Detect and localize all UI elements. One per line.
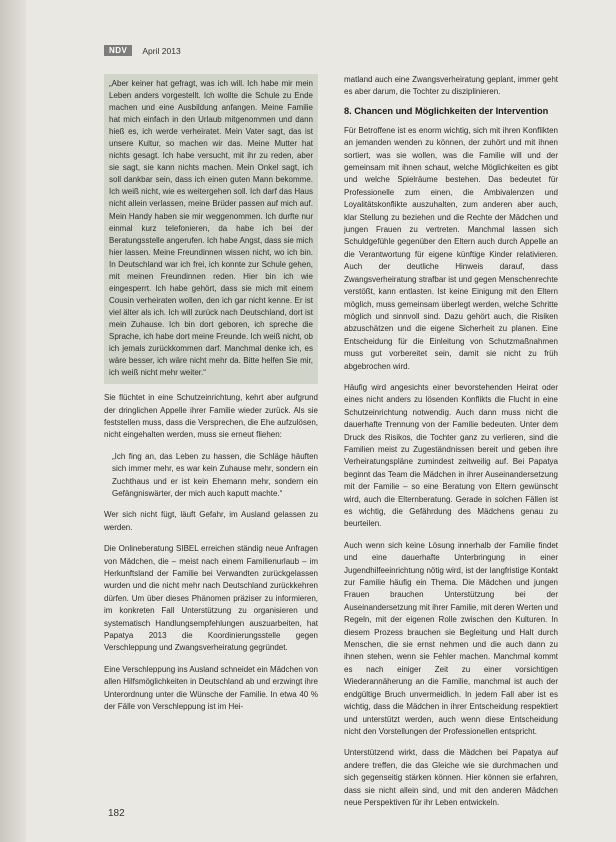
paragraph: Sie flüchtet in eine Schutzeinrichtung, kehrt aber aufgrund der dringlichen Appelle ihrer Familie wieder zurück. Als sie feststellen muss, dass die Versprechen, die Ehe aufzulösen, nicht eingehalten werden, muss sie erneut fliehen: [104,393,318,440]
inline-quote: „Ich fing an, das Leben zu hassen, die Schläge häuften sich immer mehr, es war kein Zuhause mehr, sondern ein Zuchthaus und er ist kein Ehemann mehr, sondern ein Gefängniswärter, der mich auch kaputt machte.“ [112,451,318,499]
page-fold-shadow [0,0,26,842]
paragraph: Die Onlineberatung SIBEL erreichen ständig neue Anfragen von Mädchen, die – meist nach einem Familienurlaub – im Herkunftsland der Familie bei Verwandten zurückgelassen wurden und die nicht mehr nach Deutschland zurückkehren dürfen. Um über dieses Phänomen präziser zu informieren, im konkreten Fall Unterstützung zu organisieren und systematisch Handlungsempfehlungen auszuarbeiten, hat Papatya 2013 die Koordinierungsstelle gegen Verschleppung und Zwangsverheiratung gegründet. [104,544,318,653]
paragraph: Eine Verschleppung ins Ausland schneidet ein Mädchen von allen Hilfsmöglichkeiten in Deutschland ab und erzwingt ihre Unterordnung unter die Wünsche der Familie. In etwa 40 % der Fälle von Verschleppung ist im Hei- [104,664,318,712]
quote-box [104,74,318,384]
issue-date: April 2013 [142,45,181,56]
running-header [104,44,181,57]
page-number: 182 [108,808,125,819]
journal-badge: NDV [104,45,132,56]
case-quote: „Aber keiner hat gefragt, was ich will. Ich habe mir mein Leben anders vorgestellt. Ich wollte die Schule zu Ende machen und eine Ausbildung anfangen. Meine Familie hat mich einfach in den Urlaub mitgenommen und dann hieß es, ich werde verheiratet. Mein Vater sagt, das ist unsere Kultur, so machen wir das. Meine Mutter hat nichts gesagt. Ich habe versucht, mit ihr zu reden, aber sie sagt, sie kann nichts machen. Mein Onkel sagt, ich soll dankbar sein, dass ich einen guten Mann bekomme. Ich weiß nicht, wie es weitergehen soll. Ich darf das Haus nicht allein verlassen, meine Brüder passen auf mich auf. Mein Handy haben sie mir weggenommen. Ich durfte nur einmal kurz telefonieren, da habe ich bei der Beratungsstelle angerufen. Ich habe Angst, dass sie mich hier lassen. Meine Freundinnen wissen nicht, wo ich bin. In Deutschland war ich frei, ich konnte zur Schule gehen, mit meinen Freundinnen reden. Hier bin ich wie eingesperrt. Ich habe gehört, dass sie mich mit einem Cousin verheiraten wollen, den ich gar nicht kenne. Er ist viel älter als ich. Ich will zurück nach Deutschland, dort ist mein Zuhause. Ich bin dort geboren, ich spreche die Sprache, ich habe dort meine Freunde. Ich weiß nicht, ob ich jemals zurückkommen darf. Manchmal denke ich, es wäre besser, ich wäre nicht mehr da. Bitte helfen Sie mir, ich weiß nicht mehr weiter.“ [109,79,313,378]
paragraph: Wer sich nicht fügt, läuft Gefahr, im Ausland gelassen zu werden. [104,510,318,532]
paragraph: Für Betroffene ist es enorm wichtig, sich mit ihren Konflikten an jemanden wenden zu können, der zuhört und mit ihnen sortiert, was sie wollen, was die Familie will und der gemeinsam mit ihnen schaut, welche Möglichkeiten es gibt und welche Spielräume bestehen. Das bedeutet für Professionelle zum einen, die Ambivalenzen und Loyalitätskonflikte auszuhalten, zum anderen aber auch, klar Stellung zu beziehen und die Rechte der Mädchen und jungen Frauen zu vertreten. Manchmal lassen sich Schuldgefühle gegenüber den Eltern auch durch Appelle an die Verantwortung für eigene künftige Kinder relativieren. Auch der deutliche Hinweis darauf, dass Zwangsverheiratung strafbar ist und gegen Menschenrechte verstößt, kann entlasten. Ist keine Einigung mit den Eltern möglich, muss gemeinsam überlegt werden, welche Schritte möglich und sinnvoll sind. Dazu gehört auch, die Risiken abzuschätzen und die eigene Sicherheit zu planen. Eine Entscheidung für die Einleitung von Schutzmaßnahmen muss gut vorbereitet sein, damit sie nicht zu früh abgebrochen wird. [344,125,558,371]
paragraph: Häufig wird angesichts einer bevorstehenden Heirat oder eines nicht anders zu lösenden Konflikts die Flucht in eine Schutzeinrichtung notwendig. Auch dann muss nicht die dauerhafte Trennung von der Familie bedeuten. Unter dem Druck des Risikos, die Tochter ganz zu verlieren, sind die Familien meist zu Zugeständnissen bereit und geben ihre Verheiratungspläne zumindest zeitweilig auf. Bei Papatya beginnt das Team die Mädchen in ihrer Auseinandersetzung mit der Familie – so eine Beratung von Eltern gewünscht wird, auch die Elternberatung. Gerade in solchen Fällen ist es wichtig, die Gefährdung des Mädchens genau zu beurteilen. [344,382,558,529]
paragraph: Auch wenn sich keine Lösung innerhalb der Familie findet und eine dauerhafte Unterbringung in einer Jugendhilfeeinrichtung nötig wird, ist der langfristige Kontakt zur Familie häufig ein Thema. Die Mädchen und jungen Frauen brauchen Unterstützung bei der Auseinandersetzung mit ihrer Familie, mit deren Werten und Regeln, mit der eigenen Rolle zwischen den Kulturen. In diesem Prozess brauchen sie Begleitung und Halt durch Menschen, die sie ernst nehmen und die auch dann zu ihnen stehen, wenn sie Fehler machen. Manchmal kommt es nach einiger Zeit zu einer vorsichtigen Wiederannäherung an die Familie, manchmal ist auch der endgültige Bruch unvermeidlich. In jedem Fall aber ist es wichtig, dass die Mädchen in ihrer Entscheidung respektiert und unterstützt werden, auch wenn diese Entscheidung nicht den Vorstellungen der Professionellen entspricht. [344,540,558,736]
section-heading: 8. Chancen und Möglichkeiten der Intervention [344,105,549,116]
paragraph: Unterstützend wirkt, dass die Mädchen bei Papatya auf andere treffen, die das Gleiche wie sie durchmachen und sich gegenseitig stärken können. Hier können sie erfahren, dass sie nicht allein sind, und mit den anderen Mädchen neue Perspektiven für ihr Leben entwickeln. [344,748,558,807]
right-column [344,74,558,809]
left-column [104,74,318,714]
paragraph: matland auch eine Zwangsverheiratung geplant, immer geht es aber darum, die Tochter zu disziplinieren. [344,75,558,97]
